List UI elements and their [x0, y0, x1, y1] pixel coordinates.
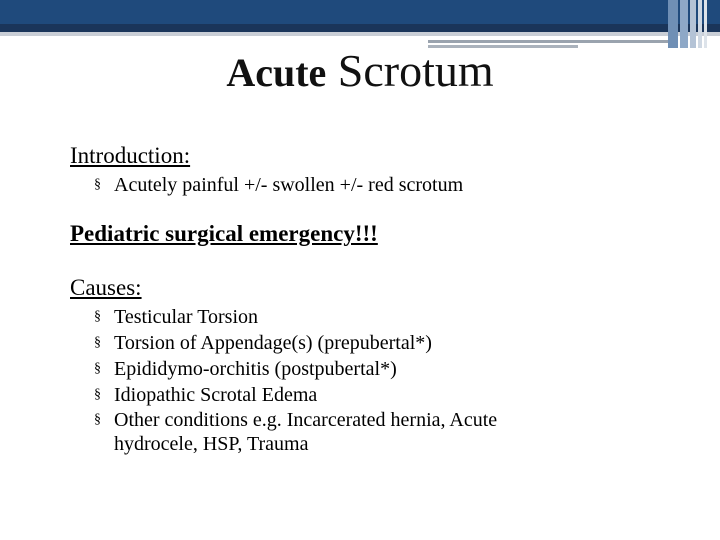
- slide-title: [0, 44, 720, 97]
- header-bar-dark: [0, 24, 720, 32]
- header-stripes: [668, 0, 720, 48]
- intro-section: [70, 142, 690, 198]
- list-item-text: Acutely painful +/- swollen +/- red scrotum: [114, 174, 464, 196]
- bullet-icon: §: [94, 177, 101, 192]
- list-item: [94, 330, 690, 356]
- list-item-text: Testicular Torsion: [114, 306, 259, 328]
- list-item: [94, 382, 690, 408]
- causes-heading: Causes:: [70, 275, 142, 300]
- title-word-2: Scrotum: [337, 45, 494, 96]
- title-word-1: Acute: [226, 50, 327, 95]
- list-item-text: Other conditions e.g. Incarcerated hernia, Acute hydrocele, HSP, Trauma: [114, 409, 498, 455]
- bullet-icon: §: [94, 361, 101, 376]
- list-item-text: Torsion of Appendage(s) (prepubertal*): [114, 332, 432, 354]
- bullet-icon: §: [94, 387, 101, 402]
- header-bar: [0, 0, 720, 24]
- causes-list: [70, 304, 690, 456]
- list-item: [94, 172, 690, 198]
- emergency-section: [70, 220, 690, 248]
- bullet-icon: §: [94, 309, 101, 324]
- list-item: [94, 408, 690, 456]
- list-item-text: Idiopathic Scrotal Edema: [114, 384, 318, 406]
- slide-content: [70, 142, 690, 456]
- intro-heading: Introduction:: [70, 143, 191, 168]
- list-item: [94, 304, 690, 330]
- emergency-heading: Pediatric surgical emergency!!!: [70, 221, 378, 246]
- causes-section: [70, 274, 690, 456]
- header-accent-line: [428, 40, 668, 43]
- list-item: [94, 356, 690, 382]
- intro-list: [70, 172, 690, 198]
- header-line: [0, 32, 720, 36]
- bullet-icon: §: [94, 412, 101, 427]
- list-item-text: Epididymo-orchitis (postpubertal*): [114, 358, 397, 380]
- bullet-icon: §: [94, 335, 101, 350]
